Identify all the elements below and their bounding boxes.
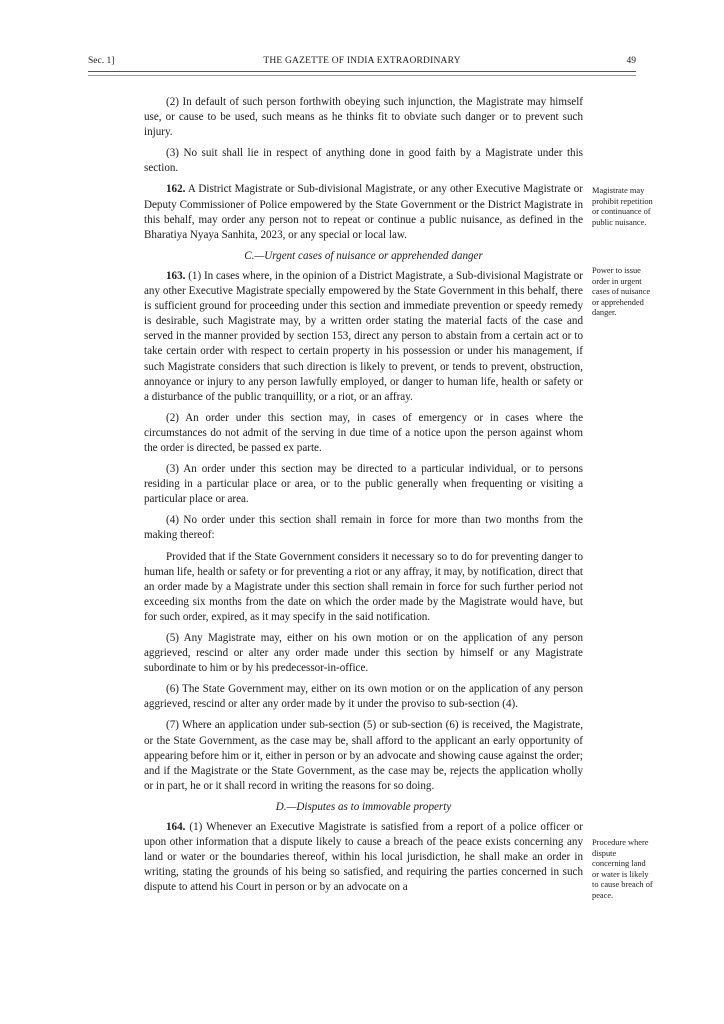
section-164: 164. (1) Whenever an Executive Magistrate is satisfied from a report of a police officer or upon other information that a dispute likely to cause a breach of the peace exists concerning any land or water or the boundaries thereof, within his local jurisdiction, he shall make an order in writing, stating the grounds of his being so satisfied, and requiring the parties concerned in such dispute to attend his Court in person or by an advocate on a — [144, 821, 583, 894]
paragraph: (7) Where an application under sub-section (5) or sub-section (6) is received, the Magistrate, or the State Government, as the case may be, shall afford to the applicant an early opportunity of appearing before him or it, either in person or by an advocate and showing cause against the order; and if the Magistrate or the State Government, as the case may be, rejects the application wholly or in part, he or it shall record in writing the reasons for so doing. — [144, 719, 583, 792]
section-marker: Sec. 1] — [88, 56, 115, 66]
section-number: 164. — [166, 821, 186, 834]
paragraph: (5) Any Magistrate may, either on his own motion or on the application of any person aggrieved, rescind or alter any order made under this section by himself or any Magistrate subordinate to him or by his predecessor-in-office. — [144, 632, 583, 675]
page-header — [88, 56, 636, 70]
paragraph: (3) An order under this section may be directed to a particular individual, or to persons residing in a particular place or area, or to the public generally when frequenting or visiting a particular place or area. — [144, 463, 583, 506]
marginal-note: Procedure where dispute concerning land or water is likely to cause breach of peace. — [592, 838, 653, 900]
page-number: 49 — [626, 56, 636, 66]
marginal-note: Power to issue order in urgent cases of nuisance or apprehended danger. — [592, 266, 651, 318]
paragraph: (4) No order under this section shall remain in force for more than two months from the making thereof: — [144, 514, 583, 542]
header-rule — [88, 71, 636, 76]
section-162: 162. A District Magistrate or Sub-divisional Magistrate, or any other Executive Magistrate or Deputy Commissioner of Police empowered by the State Government or the District Magistrate in this behalf, may order any person not to repeat or continue a public nuisance, as defined in the Bharatiya Nyaya Sanhita, 2023, or any special or local law. — [144, 183, 583, 241]
section-163: 163. (1) In cases where, in the opinion of a District Magistrate, a Sub-divisional Magistrate or any other Executive Magistrate specially empowered by the State Government in this behalf, there is sufficient ground for proceeding under this section and immediate prevention or speedy remedy is desirable, such Magistrate may, by a written order stating the material facts of the case and served in the manner provided by section 153, direct any person to abstain from a certain act or to take certain order with respect to certain property in his possession or under his management, if such Magistrate considers that such direction is likely to prevent, or tends to prevent, obstruction, annoyance or injury to any person lawfully employed, or danger to human life, health or safety or a disturbance of the public tranquillity, or a riot, or an affray. — [144, 269, 583, 403]
chapter-heading: C.—Urgent cases of nuisance or apprehended danger — [244, 249, 483, 262]
section-number: 162. — [166, 183, 186, 196]
paragraph: (2) An order under this section may, in cases of emergency or in cases where the circumstances do not admit of the serving in due time of a notice upon the person against whom the order is directed, be passed ex parte. — [144, 411, 583, 454]
proviso: Provided that if the State Government considers it necessary so to do for preventing danger to human life, health or safety or for preventing a riot or any affray, it may, by notification, direct that an order made by a Magistrate under this section shall remain in force for such further period not exceeding six months from the date on which the order made by the Magistrate would have, but for such order, expired, as it may specify in the said notification. — [144, 550, 583, 623]
chapter-heading: D.—Disputes as to immovable property — [275, 800, 452, 813]
paragraph: (6) The State Government may, either on its own motion or on the application of any person aggrieved, rescind or alter any order made by it under the proviso to sub-section (4). — [144, 683, 583, 711]
paragraph: (2) In default of such person forthwith obeying such injunction, the Magistrate may himself use, or cause to be used, such means as he thinks fit to obviate such danger or to prevent such injury. — [144, 96, 583, 139]
body-text — [144, 95, 583, 902]
gazette-title: THE GAZETTE OF INDIA EXTRAORDINARY — [263, 56, 461, 66]
section-number: 163. — [166, 269, 186, 282]
marginal-note: Magistrate may prohibit repetition or continuance of public nuisance. — [592, 186, 653, 227]
paragraph: (3) No suit shall lie in respect of anything done in good faith by a Magistrate under this section. — [144, 147, 583, 175]
